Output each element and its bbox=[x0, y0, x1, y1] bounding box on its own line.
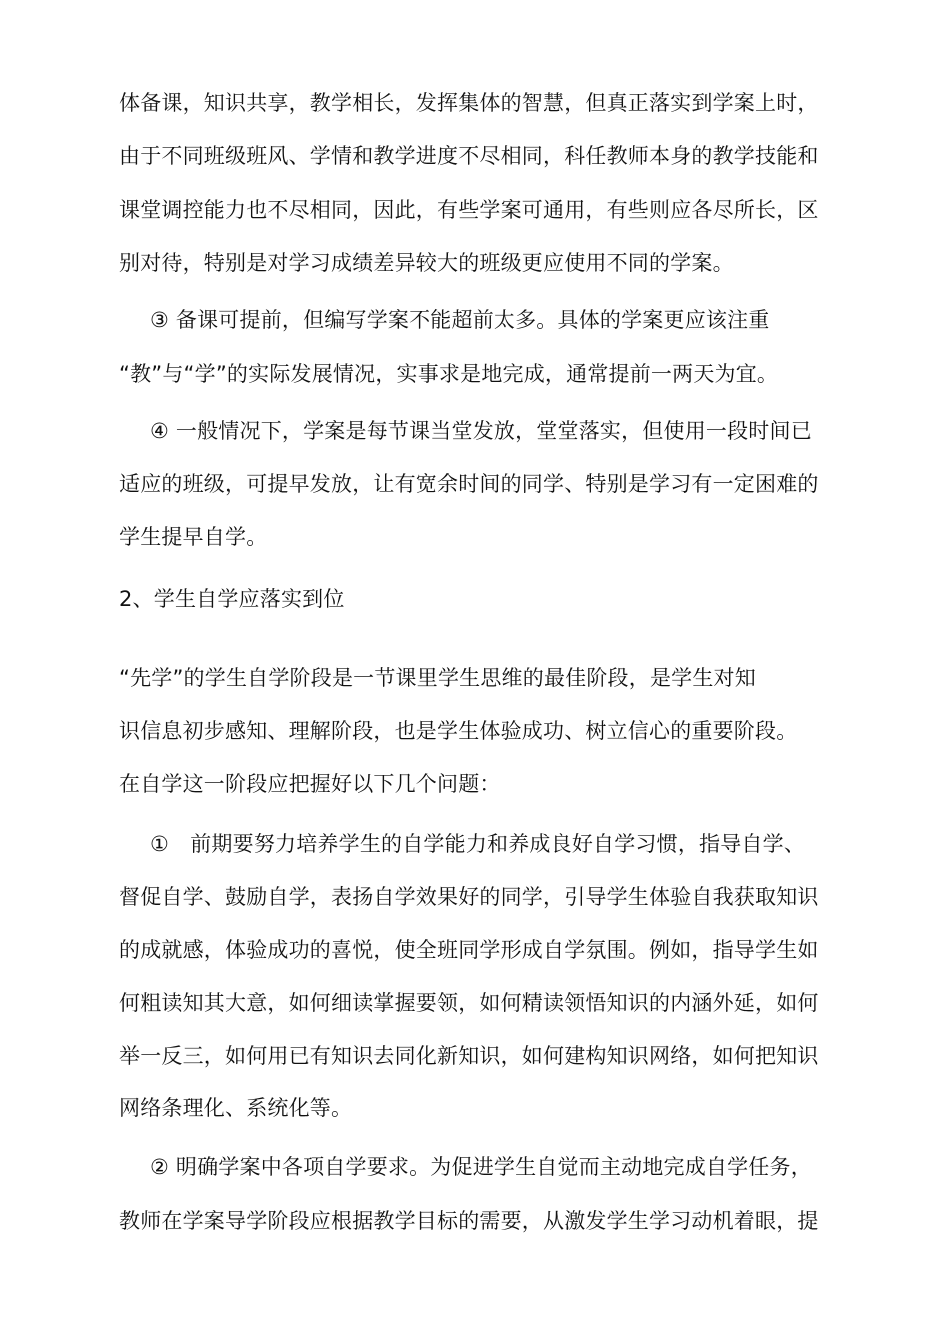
text-line: 识信息初步感知、理解阶段，也是学生体验成功、树立信心的重要阶段。 bbox=[119, 719, 798, 743]
text-line: 课堂调控能力也不尽相同，因此，有些学案可通用，有些则应各尽所长，区 bbox=[119, 198, 819, 222]
text-line: ② 明确学案中各项自学要求。为促进学生自觉而主动地完成自学任务， bbox=[150, 1155, 812, 1179]
text-line: 别对待，特别是对学习成绩差异较大的班级更应使用不同的学案。 bbox=[119, 251, 734, 275]
text-line: ④ 一般情况下，学案是每节课当堂发放，堂堂落实，但使用一段时间已 bbox=[150, 419, 812, 443]
text-line: 的成就感，体验成功的喜悦，使全班同学形成自学氛围。例如，指导学生如 bbox=[119, 938, 819, 962]
text-line: 在自学这一阶段应把握好以下几个问题： bbox=[119, 772, 501, 796]
text-line: ③ 备课可提前，但编写学案不能超前太多。具体的学案更应该注重 bbox=[150, 308, 770, 332]
text-line: 网络条理化、系统化等。 bbox=[119, 1096, 353, 1120]
text-line: 教师在学案导学阶段应根据教学目标的需要，从激发学生学习动机着眼，提 bbox=[119, 1209, 819, 1233]
text-line: 适应的班级，可提早发放，让有宽余时间的同学、特别是学习有一定困难的 bbox=[119, 472, 819, 496]
text-line: “教”与“学”的实际发展情况，实事求是地完成，通常提前一两天为宜。 bbox=[119, 362, 779, 386]
text-line: 举一反三，如何用已有知识去同化新知识，如何建构知识网络，如何把知识 bbox=[119, 1044, 819, 1068]
text-line: 体备课，知识共享，教学相长，发挥集体的智慧，但真正落实到学案上时， bbox=[119, 91, 819, 115]
section-heading: 2、学生自学应落实到位 bbox=[119, 587, 345, 611]
text-line: 学生提早自学。 bbox=[119, 525, 268, 549]
text-line: ① 前期要努力培养学生的自学能力和养成良好自学习惯，指导自学、 bbox=[150, 832, 806, 856]
text-line: “先学”的学生自学阶段是一节课里学生思维的最佳阶段，是学生对知 bbox=[119, 666, 756, 690]
text-line: 督促自学、鼓励自学，表扬自学效果好的同学，引导学生体验自我获取知识 bbox=[119, 885, 819, 909]
text-line: 何粗读知其大意，如何细读掌握要领，如何精读领悟知识的内涵外延，如何 bbox=[119, 991, 819, 1015]
text-line: 由于不同班级班风、学情和教学进度不尽相同，科任教师本身的教学技能和 bbox=[119, 144, 819, 168]
